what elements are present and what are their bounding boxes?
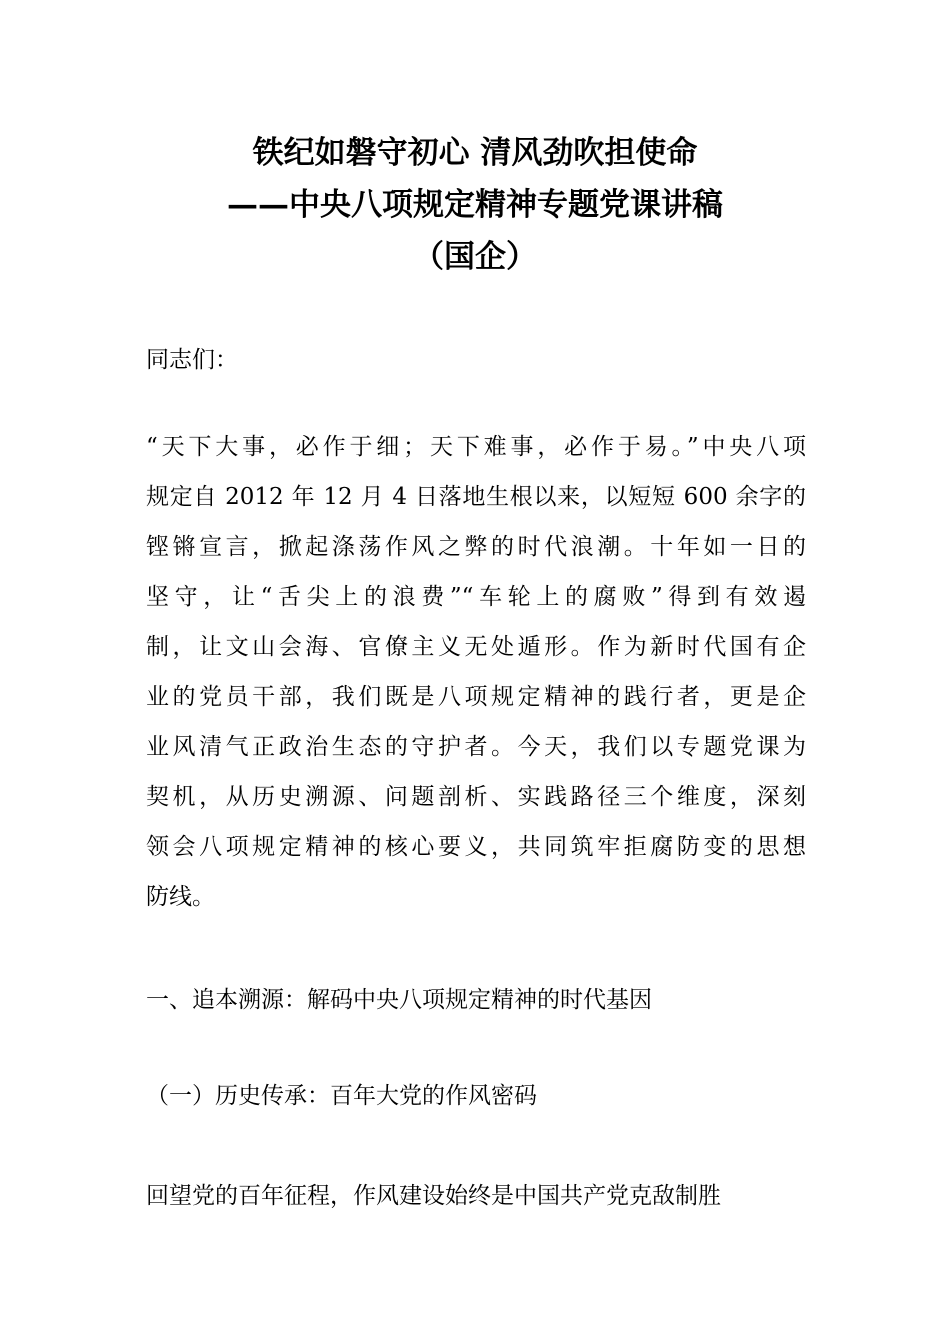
intro-line: 防线。: [146, 884, 215, 910]
intro-line: 坚守，让“舌尖上的浪费”“车轮上的腐败”得到有效遏: [146, 584, 806, 610]
title-line-tag: （国企）: [413, 239, 537, 275]
intro-line: 铿锵宣言，掀起涤荡作风之弊的时代浪潮。十年如一日的: [146, 534, 806, 560]
intro-line: 业风清气正政治生态的守护者。今天，我们以专题党课为: [146, 734, 806, 760]
subsection-heading-1-1: （一）历史传承：百年大党的作风密码: [146, 1083, 537, 1109]
intro-line: 制，让文山会海、官僚主义无处遁形。作为新时代国有企: [146, 634, 806, 660]
title-line-main: 铁纪如磐守初心 清风劲吹担使命: [252, 135, 698, 171]
intro-line: 契机，从历史溯源、问题剖析、实践路径三个维度，深刻: [146, 784, 806, 810]
greeting: 同志们：: [146, 347, 238, 373]
intro-line: 领会八项规定精神的核心要义，共同筑牢拒腐防变的思想: [146, 834, 806, 860]
title-line-subtitle: ——中央八项规定精神专题党课讲稿: [227, 187, 723, 223]
section-heading-1: 一、追本溯源：解码中央八项规定精神的时代基因: [146, 987, 652, 1013]
intro-line: “天下大事，必作于细；天下难事，必作于易。”中央八项: [146, 434, 806, 460]
intro-line: 规定自 2012 年 12 月 4 日落地生根以来，以短短 600 余字的: [146, 484, 806, 510]
document-title: [0, 127, 950, 283]
intro-line: 业的党员干部，我们既是八项规定精神的践行者，更是企: [146, 684, 806, 710]
intro-paragraph: [146, 422, 806, 922]
paragraph-2: 回望党的百年征程，作风建设始终是中国共产党克敌制胜: [146, 1183, 721, 1209]
